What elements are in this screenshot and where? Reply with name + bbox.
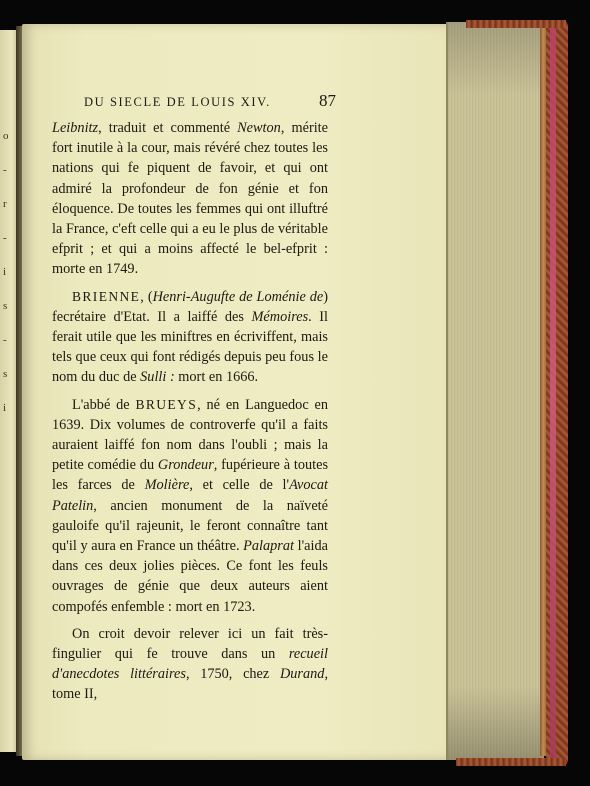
text-run: , né en Languedoc en 1639. Dix volumes de controverfe qu'il a faits auraient laiffé fon nom dans l'oubli ; mais la petite comédie du <box>52 396 328 474</box>
italic-text: Palaprat <box>243 538 294 555</box>
cover-bottom-edge <box>456 758 566 766</box>
facing-page-fragment: s <box>3 368 8 380</box>
italic-text: Grondeur <box>157 457 214 474</box>
italic-text: Leibnitz <box>52 120 99 136</box>
small-caps-name: BRUEYS <box>135 396 198 412</box>
italic-text: Durand <box>279 666 325 683</box>
running-head <box>84 91 336 115</box>
text-run: , mérite fort inutile à la cour, mais révéré chez toutes les nations qui fe piquent de favoir, et qui ont admiré la profondeur de fon génie et fon éloquence. De toutes les femmes qui ont illuftré la France, c'eft celle qui a eu le plus de véritable efprit ; et qui a moins affecté le bel-efprit : morte en 1749. <box>52 120 328 278</box>
paragraph-brueys <box>52 395 328 617</box>
italic-text: recueil d'anecdotes littéraires <box>52 646 328 683</box>
paragraph-on-croit <box>52 624 328 705</box>
text-run: On croit devoir relever ici un fait très-fingulier qui fe trouve dans un <box>52 625 328 663</box>
book-cover-edge <box>546 20 568 766</box>
facing-page-fragment: - <box>3 334 7 346</box>
running-title: DU SIECLE DE LOUIS XIV. <box>84 95 271 109</box>
text-run: , ( <box>140 288 153 305</box>
text-run: , 1750, chez <box>185 666 280 683</box>
italic-text: Newton <box>237 120 281 136</box>
facing-page-fragment: - <box>3 232 7 244</box>
page-number: 87 <box>319 91 336 110</box>
italic-text: Mémoires <box>251 308 309 325</box>
facing-page-text-fragments <box>3 130 15 436</box>
facing-page-fragment: o <box>3 130 9 142</box>
text-run: . Il ferait utile que les miniftres en écriviffent, mais tels que ceux qui font rédigés depuis peu fous le nom du duc de <box>52 308 328 386</box>
text-run: L'abbé de <box>72 396 136 413</box>
body-text <box>52 118 328 705</box>
facing-page-fragment: i <box>3 402 7 414</box>
paragraph-brienne <box>52 287 328 388</box>
facing-page-fragment: - <box>3 164 7 176</box>
cover-top-edge <box>466 20 566 28</box>
italic-text: Sulli : <box>140 369 175 386</box>
text-run: mort en 1666. <box>174 369 259 386</box>
text-run: , fupérieure à toutes les farces de <box>52 457 329 494</box>
facing-page-fragment: i <box>3 266 7 278</box>
italic-text: Molière <box>144 477 190 494</box>
small-caps-name: BRIENNE <box>72 288 141 304</box>
facing-page-fragment: r <box>3 198 7 210</box>
text-run: , et celle de l' <box>189 477 290 494</box>
italic-text: Avocat Patelin <box>52 477 328 514</box>
text-run: l'aida dans ces deux jolies pièces. Ce font les feuls ouvrages de génie que deux auteurs aient compofés enfemble : mort en 1723. <box>52 538 328 615</box>
facing-page-fragment: s <box>3 300 8 312</box>
text-run: , tome II, <box>52 666 329 703</box>
text-run: , traduit et commenté <box>98 120 238 136</box>
italic-text: Henri-Augufte de Loménie de <box>152 288 324 305</box>
text-run: ) fecrétaire d'Etat. Il a laiffé des <box>52 288 328 325</box>
page-edges <box>446 22 544 760</box>
text-run: , ancien monument de la naïveté gauloife qu'il rajeunit, le feront connaître tant qu'il y aura en France un théâtre. <box>52 497 328 555</box>
paragraph-leibnitz-continuation <box>52 118 328 280</box>
